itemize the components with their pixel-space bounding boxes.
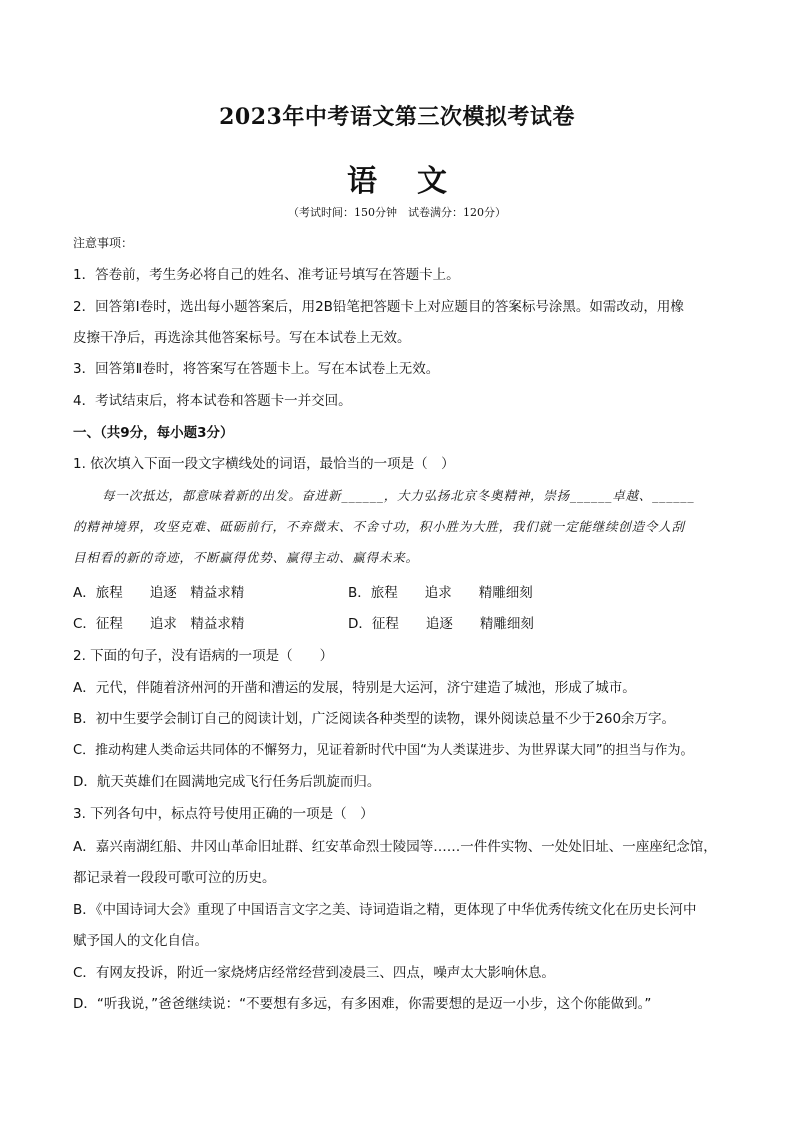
q3-option-b: B．《中国诗词大会》重现了中国语言文字之美、诗词造诣之精，更体现了中华优秀传统文化在历史长河中 xyxy=(73,902,697,918)
exam-info: （考试时间：150分钟 试卷满分：120分） xyxy=(288,206,506,219)
q2-option-a: A．元代，伴随着济州河的开凿和漕运的发展，特别是大运河，济宁建造了城池，形成了城市。 xyxy=(73,680,636,696)
q3-stem: 3. 下列各句中，标点符号使用正确的一项是（ ） xyxy=(73,806,374,822)
q2-stem: 2. 下面的句子，没有语病的一项是（ ） xyxy=(73,648,334,664)
q1-passage-line-3: 目相看的新的奇迹，不断赢得优势、赢得主动、赢得未来。 xyxy=(73,550,419,565)
exam-title: 2023年中考语文第三次模拟考试卷 xyxy=(219,104,575,130)
q1-passage-line-1: 每一次抵达，都意味着新的出发。奋进新______，大力弘扬北京冬奥精神，崇扬______卓越、______ xyxy=(102,488,695,503)
q3-option-c: C．有网友投诉，附近一家烧烤店经常经营到凌晨三、四点，噪声太大影响休息。 xyxy=(73,965,555,981)
note-item-2: 2．回答第Ⅰ卷时，选出每小题答案后，用2B铅笔把答题卡上对应题目的答案标号涂黑。如需改动，用橡 xyxy=(73,299,684,315)
note-item-4: 4．考试结束后，将本试卷和答题卡一并交回。 xyxy=(73,393,352,409)
notes-heading: 注意事项： xyxy=(73,236,134,250)
q3-option-b-cont: 赋予国人的文化自信。 xyxy=(73,933,208,949)
note-item-1: 1．答卷前，考生务必将自己的姓名、准考证号填写在答题卡上。 xyxy=(73,267,460,283)
q1-option-b: B．旅程 追求 精雕细刻 xyxy=(348,585,533,601)
q3-option-d: D．“听我说，”爸爸继续说：“不要想有多远，有多困难，你需要想的是迈一小步，这个你能做到。” xyxy=(73,996,652,1012)
q2-option-b: B．初中生要学会制订自己的阅读计划，广泛阅读各种类型的读物，课外阅读总量不少于260余万字。 xyxy=(73,711,676,727)
q1-option-d: D．征程 追逐 精雕细刻 xyxy=(348,616,534,632)
section1-heading: 一、（共9分，每小题3分） xyxy=(73,425,234,441)
note-item-3: 3．回答第Ⅱ卷时，将答案写在答题卡上。写在本试卷上无效。 xyxy=(73,361,440,377)
q3-option-a: A．嘉兴南湖红船、井冈山革命旧址群、红安革命烈士陵园等……一件件实物、一处处旧址、一座座纪念馆， xyxy=(73,839,717,855)
q1-option-a: A．旅程 追逐 精益求精 xyxy=(73,585,245,601)
q2-option-d: D．航天英雄们在圆满地完成飞行任务后凯旋而归。 xyxy=(73,774,381,790)
q2-option-c: C．推动构建人类命运共同体的不懈努力，见证着新时代中国“为人类谋进步、为世界谋大同”的担当与作为。 xyxy=(73,743,694,758)
note-item-2-cont: 皮擦干净后，再选涂其他答案标号。写在本试卷上无效。 xyxy=(73,330,411,346)
q3-option-a-cont: 都记录着一段段可歌可泣的历史。 xyxy=(73,870,276,886)
q1-passage-line-2: 的精神境界，攻坚克难、砥砺前行，不弃微末、不舍寸功，积小胜为大胜，我们就一定能继续创造令人刮 xyxy=(73,519,685,534)
q1-option-c: C．征程 追求 精益求精 xyxy=(73,616,245,632)
q1-stem: 1. 依次填入下面一段文字横线处的词语，最恰当的一项是（ ） xyxy=(73,456,455,472)
subject-title: 语文 xyxy=(347,164,487,199)
